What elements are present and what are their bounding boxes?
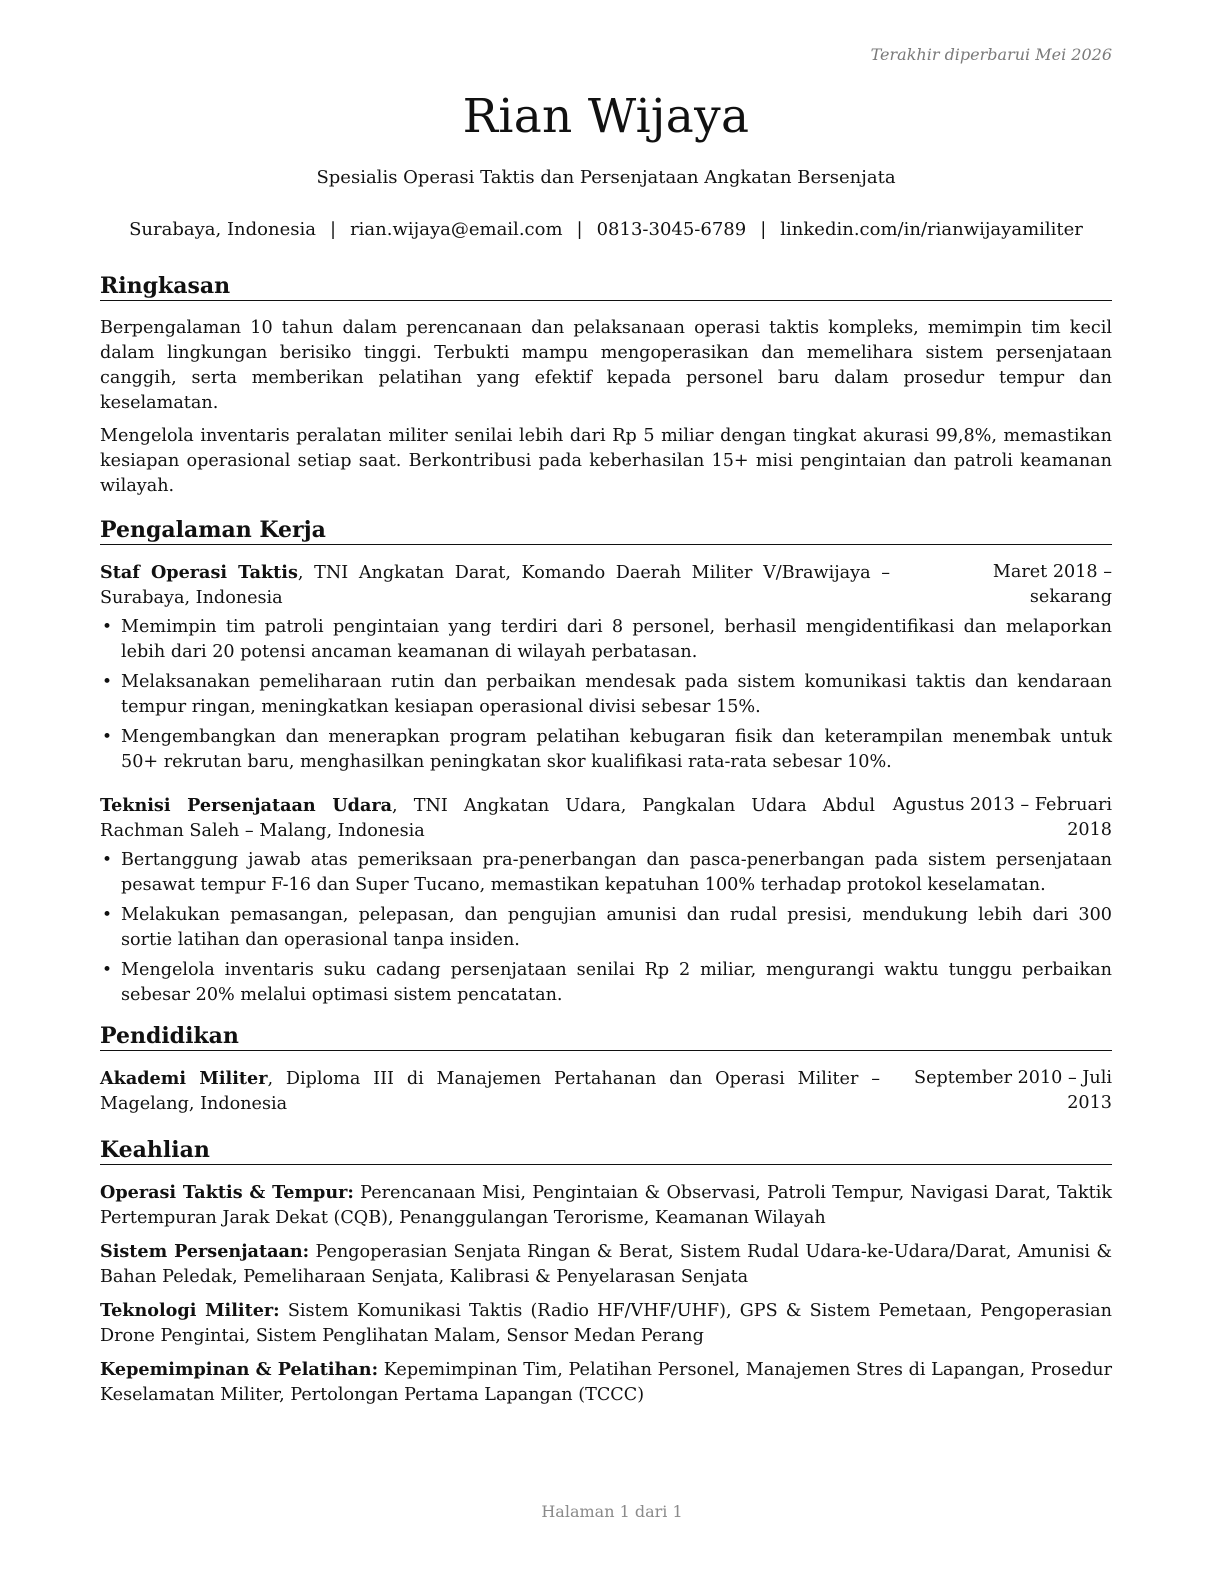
education-detail: , Diploma III di Manajemen Pertahanan dan Operasi Militer – Magelang, Indonesia xyxy=(100,1069,881,1114)
skill-group-items: Kepemimpinan Tim, Pelatihan Personel, Manajemen Stres di Lapangan, Prosedur Keselamatan Militer, Pertolongan Pertama Lapangan (TCCC) xyxy=(100,1360,1113,1405)
skill-group-label: Teknologi Militer: xyxy=(100,1300,280,1321)
job-dates: Maret 2018 – sekarang xyxy=(992,562,1112,607)
job-organization: , TNI Angkatan Udara, Pangkalan Udara Abdul Rachman Saleh – Malang, Indonesia xyxy=(100,796,875,841)
skill-group-items: Perencanaan Misi, Pengintaian & Observasi, Patroli Tempur, Navigasi Darat, Taktik Pertempuran Jarak Dekat (CQB), Penanggulangan Terorisme, Keamanan Wilayah xyxy=(100,1183,1113,1228)
contact-email[interactable]: rian.wijaya@email.com xyxy=(350,219,563,240)
last-updated-note: Terakhir diperbarui Mei 2026 xyxy=(870,45,1112,64)
contact-location: Surabaya, Indonesia xyxy=(129,219,316,240)
skill-group-items: Sistem Komunikasi Taktis (Radio HF/VHF/UHF), GPS & Sistem Pemetaan, Pengoperasian Drone Pengintai, Sistem Penglihatan Malam, Sensor Medan Perang xyxy=(100,1301,1113,1346)
education-dates: September 2010 – Juli 2013 xyxy=(914,1068,1112,1113)
list-item: • Mengembangkan dan menerapkan program pelatihan kebugaran fisik dan keterampilan menembak untuk 50+ rekrutan baru, menghasilkan peningkatan skor kualifikasi rata-rata sebesar 10%. xyxy=(102,727,1112,772)
contact-separator: | xyxy=(760,219,767,240)
skill-group xyxy=(100,1298,1112,1349)
contact-line xyxy=(100,218,1112,242)
bullet-icon: • xyxy=(102,727,113,747)
list-item: • Mengelola inventaris suku cadang persenjataan senilai Rp 2 miliar, mengurangi waktu tunggu perbaikan sebesar 20% melalui optimasi sistem pencatatan. xyxy=(102,960,1112,1005)
job-entry xyxy=(100,560,1112,775)
resume-page xyxy=(100,84,1112,1416)
job-role: Teknisi Persenjataan Udara xyxy=(100,795,393,816)
bullet-icon: • xyxy=(102,905,113,925)
job-role: Staf Operasi Taktis xyxy=(100,562,298,583)
section-heading-experience: Pengalaman Kerja xyxy=(100,516,1112,545)
skill-group-label: Sistem Persenjataan: xyxy=(100,1241,310,1262)
skill-group xyxy=(100,1180,1112,1231)
contact-separator: | xyxy=(329,219,337,240)
bullet-icon: • xyxy=(102,617,113,637)
candidate-name: Rian Wijaya xyxy=(462,89,750,144)
bullet-icon: • xyxy=(102,672,113,692)
bullet-icon: • xyxy=(102,850,113,870)
education-section xyxy=(100,1022,1112,1117)
skill-group-items: Pengoperasian Senjata Ringan & Berat, Sistem Rudal Udara-ke-Udara/Darat, Amunisi & Bahan Peledak, Pemeliharaan Senjata, Kalibrasi & Penyelarasan Senjata xyxy=(100,1242,1113,1287)
bullet-icon: • xyxy=(102,960,113,980)
list-item: • Melaksanakan pemeliharaan rutin dan perbaikan mendesak pada sistem komunikasi taktis dan kendaraan tempur ringan, meningkatkan kesiapan operasional divisi sebesar 15%. xyxy=(102,672,1112,717)
skill-group xyxy=(100,1357,1112,1408)
job-bullets xyxy=(100,615,1112,775)
section-heading-skills: Keahlian xyxy=(100,1136,1112,1165)
contact-phone: 0813-3045-6789 xyxy=(596,219,747,240)
education-school: Akademi Militer xyxy=(100,1068,268,1089)
page-footer: Halaman 1 dari 1 xyxy=(541,1502,683,1521)
contact-linkedin[interactable]: linkedin.com/in/rianwijayamiliter xyxy=(780,219,1083,240)
summary-section xyxy=(100,272,1112,499)
skill-group xyxy=(100,1239,1112,1290)
candidate-headline: Spesialis Operasi Taktis dan Persenjataan Angkatan Bersenjata xyxy=(316,167,896,188)
skill-group-label: Operasi Taktis & Tempur: xyxy=(100,1182,354,1203)
education-entry xyxy=(100,1066,1112,1117)
job-header xyxy=(100,793,1112,844)
list-item: • Bertanggung jawab atas pemeriksaan pra-penerbangan dan pasca-penerbangan pada sistem persenjataan pesawat tempur F-16 dan Super Tucano, memastikan kepatuhan 100% terhadap protokol keselamatan. xyxy=(102,850,1112,895)
section-heading-summary: Ringkasan xyxy=(100,272,1112,301)
list-item: • Melakukan pemasangan, pelepasan, dan pengujian amunisi dan rudal presisi, mendukung lebih dari 300 sortie latihan dan operasional tanpa insiden. xyxy=(102,905,1112,950)
job-header xyxy=(100,560,1112,611)
job-bullets xyxy=(100,848,1112,1008)
job-entry xyxy=(100,793,1112,1008)
list-item: • Memimpin tim patroli pengintaian yang terdiri dari 8 personel, berhasil mengidentifikasi dan melaporkan lebih dari 20 potensi ancaman keamanan di wilayah perbatasan. xyxy=(102,617,1112,662)
skill-group-label: Kepemimpinan & Pelatihan: xyxy=(100,1359,379,1380)
experience-section xyxy=(100,516,1112,1008)
section-heading-education: Pendidikan xyxy=(100,1022,1112,1051)
job-organization: , TNI Angkatan Darat, Komando Daerah Militer V/Brawijaya – Surabaya, Indonesia xyxy=(100,563,891,608)
summary-paragraph: Mengelola inventaris peralatan militer senilai lebih dari Rp 5 miliar dengan tingkat akurasi 99,8%, memastikan kesiapan operasional setiap saat. Berkontribusi pada keberhasilan 15+ misi pengintaian dan patroli keamanan wilayah. xyxy=(100,426,1112,496)
job-dates: Agustus 2013 – Februari 2018 xyxy=(892,795,1112,840)
contact-separator: | xyxy=(576,219,583,240)
summary-paragraph: Berpengalaman 10 tahun dalam perencanaan dan pelaksanaan operasi taktis kompleks, memimpin tim kecil dalam lingkungan berisiko tinggi. Terbukti mampu mengoperasikan dan memelihara sistem persenjataan canggih, serta memberikan pelatihan yang efektif kepada personel baru dalam prosedur tempur dan keselamatan. xyxy=(100,318,1112,413)
skills-section xyxy=(100,1136,1112,1408)
